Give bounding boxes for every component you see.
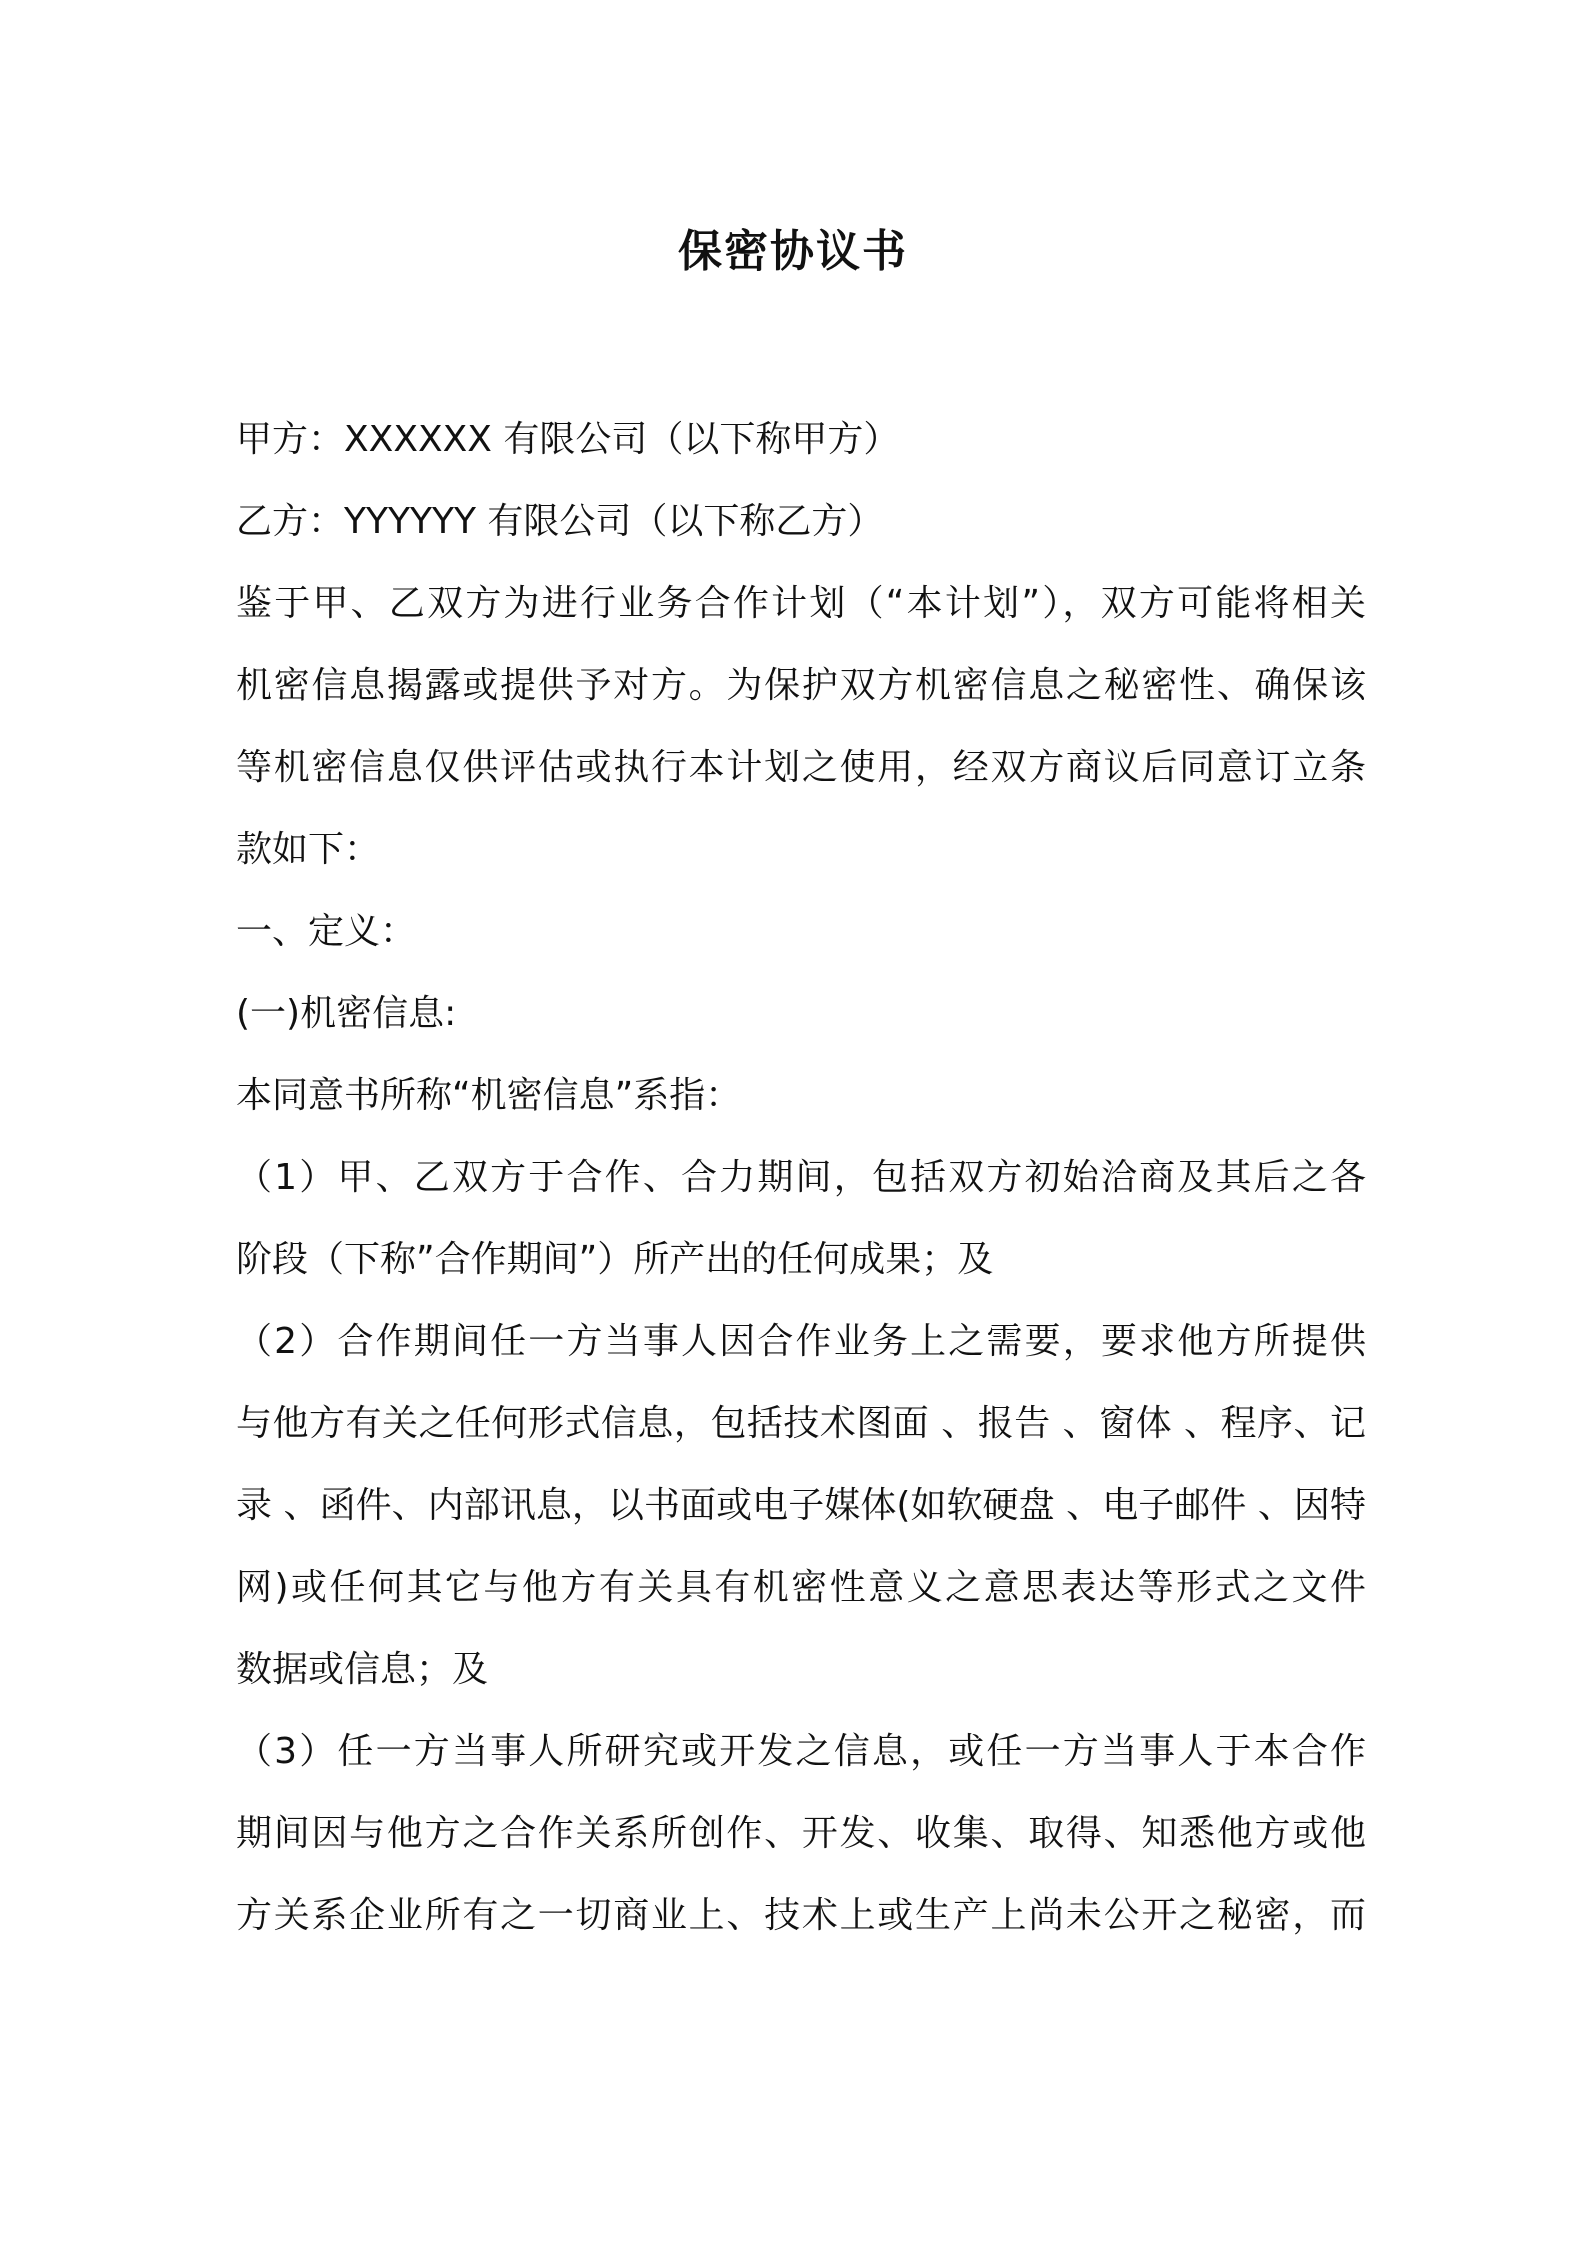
party-a-line: 甲方：XXXXXX 有限公司（以下称甲方） bbox=[236, 419, 900, 460]
list-item-line: 与他方有关之任何形式信息，包括技术图面 、报告 、窗体 、程序、记 bbox=[236, 1403, 1366, 1444]
list-item-line: 期间因与他方之合作关系所创作、开发、收集、取得、知悉他方或他 bbox=[236, 1813, 1366, 1854]
body-line: 鉴于甲、乙双方为进行业务合作计划（“本计划”），双方可能将相关 bbox=[236, 583, 1366, 624]
list-item-line: （2）合作期间任一方当事人因合作业务上之需要，要求他方所提供 bbox=[236, 1321, 1366, 1362]
list-item-line: 阶段（下称”合作期间”）所产出的任何成果；及 bbox=[236, 1239, 994, 1280]
body-line: 机密信息揭露或提供予对方。为保护双方机密信息之秘密性、确保该 bbox=[236, 665, 1366, 706]
body-line: 本同意书所称“机密信息”系指： bbox=[236, 1075, 742, 1116]
list-item-line: （3）任一方当事人所研究或开发之信息，或任一方当事人于本合作 bbox=[236, 1731, 1366, 1772]
section-heading: 一、定义： bbox=[236, 911, 417, 952]
list-item-line: 录 、函件、内部讯息，以书面或电子媒体(如软硬盘 、电子邮件 、因特 bbox=[236, 1485, 1366, 1526]
list-item-line: 方关系企业所有之一切商业上、技术上或生产上尚未公开之秘密，而 bbox=[236, 1895, 1366, 1936]
body-line: 款如下： bbox=[236, 829, 381, 870]
body-line: 等机密信息仅供评估或执行本计划之使用，经双方商议后同意订立条 bbox=[236, 747, 1366, 788]
list-item-line: 网)或任何其它与他方有关具有机密性意义之意思表达等形式之文件 bbox=[236, 1567, 1366, 1608]
list-item-line: （1）甲、乙双方于合作、合力期间，包括双方初始洽商及其后之各 bbox=[236, 1157, 1366, 1198]
party-b-line: 乙方：YYYYYY 有限公司（以下称乙方） bbox=[236, 501, 884, 542]
subsection-heading: (一)机密信息: bbox=[236, 993, 457, 1034]
document-title: 保密协议书 bbox=[678, 226, 908, 277]
list-item-line: 数据或信息；及 bbox=[236, 1649, 489, 1690]
